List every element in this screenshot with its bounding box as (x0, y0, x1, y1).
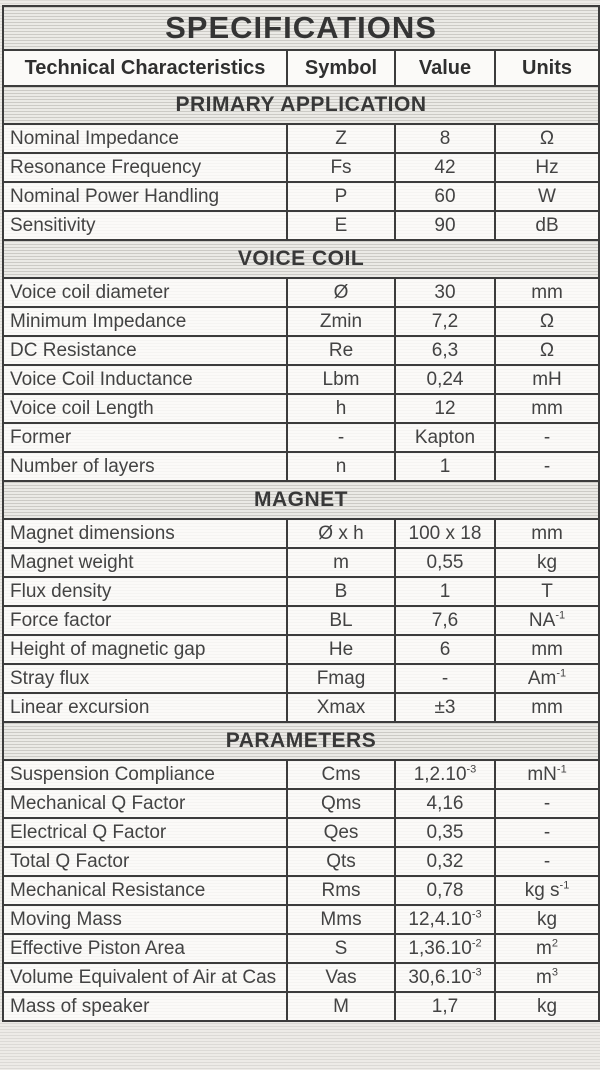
table-row (3, 548, 599, 577)
label-cell: Volume Equivalent of Air at Cas (3, 963, 287, 992)
symbol-cell: Cms (287, 760, 395, 789)
label-cell: Force factor (3, 606, 287, 635)
value-cell: ±3 (395, 693, 495, 722)
symbol-cell: E (287, 211, 395, 240)
column-header-row (3, 50, 599, 86)
value-cell: $1,2.10^{-3}$ (395, 760, 495, 789)
label-cell: Nominal Power Handling (3, 182, 287, 211)
table-row (3, 934, 599, 963)
units-cell: - (495, 818, 599, 847)
table-row (3, 992, 599, 1021)
units-cell: kg $s^{-1}$ (495, 876, 599, 905)
units-cell: Ω (495, 124, 599, 153)
label-cell: Suspension Compliance (3, 760, 287, 789)
table-row (3, 905, 599, 934)
table-row (3, 963, 599, 992)
units-cell: - (495, 789, 599, 818)
units-cell: $m^2$ (495, 934, 599, 963)
units-cell: mm (495, 519, 599, 548)
units-cell: $NA^{-1}$ (495, 606, 599, 635)
label-cell: Mass of speaker (3, 992, 287, 1021)
units-cell: W (495, 182, 599, 211)
value-cell: 4,16 (395, 789, 495, 818)
symbol-cell: Mms (287, 905, 395, 934)
units-cell: T (495, 577, 599, 606)
column-header-value: Value (395, 50, 495, 86)
symbol-cell: Fmag (287, 664, 395, 693)
value-cell: 7,2 (395, 307, 495, 336)
table-row (3, 818, 599, 847)
value-cell: 60 (395, 182, 495, 211)
label-cell: Stray flux (3, 664, 287, 693)
table-row (3, 394, 599, 423)
units-cell: $m^3$ (495, 963, 599, 992)
label-cell: Mechanical Resistance (3, 876, 287, 905)
symbol-cell: BL (287, 606, 395, 635)
symbol-cell: Qms (287, 789, 395, 818)
symbol-cell: Xmax (287, 693, 395, 722)
units-cell: - (495, 847, 599, 876)
label-cell: Moving Mass (3, 905, 287, 934)
value-cell: $12,4.10^{-3}$ (395, 905, 495, 934)
symbol-cell: Ø x h (287, 519, 395, 548)
value-cell: $30,6.10^{-3}$ (395, 963, 495, 992)
units-cell: mm (495, 635, 599, 664)
units-cell: dB (495, 211, 599, 240)
label-cell: Mechanical Q Factor (3, 789, 287, 818)
table-row (3, 635, 599, 664)
value-cell: 0,55 (395, 548, 495, 577)
table-row (3, 278, 599, 307)
value-cell: 1 (395, 452, 495, 481)
table-row (3, 211, 599, 240)
section-header: PRIMARY APPLICATION (3, 86, 599, 124)
value-cell: 90 (395, 211, 495, 240)
table-row (3, 577, 599, 606)
symbol-cell: P (287, 182, 395, 211)
section-band-row (3, 86, 599, 124)
value-cell: 42 (395, 153, 495, 182)
units-cell: - (495, 452, 599, 481)
label-cell: Electrical Q Factor (3, 818, 287, 847)
table-row (3, 664, 599, 693)
value-cell: 7,6 (395, 606, 495, 635)
symbol-cell: m (287, 548, 395, 577)
units-cell: kg (495, 905, 599, 934)
units-cell: - (495, 423, 599, 452)
units-cell: Ω (495, 336, 599, 365)
table-row (3, 606, 599, 635)
section-header: PARAMETERS (3, 722, 599, 760)
units-cell: Ω (495, 307, 599, 336)
units-cell: Hz (495, 153, 599, 182)
symbol-cell: Zmin (287, 307, 395, 336)
value-cell: 12 (395, 394, 495, 423)
symbol-cell: Ø (287, 278, 395, 307)
table-row (3, 876, 599, 905)
symbol-cell: n (287, 452, 395, 481)
symbol-cell: He (287, 635, 395, 664)
table-row (3, 153, 599, 182)
value-cell: Kapton (395, 423, 495, 452)
value-cell: 0,78 (395, 876, 495, 905)
symbol-cell: Lbm (287, 365, 395, 394)
section-band-row (3, 240, 599, 278)
table-row (3, 307, 599, 336)
label-cell: Height of magnetic gap (3, 635, 287, 664)
value-cell: - (395, 664, 495, 693)
symbol-cell: Qes (287, 818, 395, 847)
title-row (3, 6, 599, 50)
units-cell: mm (495, 693, 599, 722)
value-cell: 0,32 (395, 847, 495, 876)
label-cell: Magnet dimensions (3, 519, 287, 548)
symbol-cell: Rms (287, 876, 395, 905)
value-cell: 0,35 (395, 818, 495, 847)
column-header-characteristics: Technical Characteristics (3, 50, 287, 86)
label-cell: Total Q Factor (3, 847, 287, 876)
table-row (3, 336, 599, 365)
label-cell: Resonance Frequency (3, 153, 287, 182)
label-cell: Number of layers (3, 452, 287, 481)
symbol-cell: Z (287, 124, 395, 153)
symbol-cell: S (287, 934, 395, 963)
units-cell: mm (495, 278, 599, 307)
value-cell: 8 (395, 124, 495, 153)
value-cell: 6,3 (395, 336, 495, 365)
label-cell: DC Resistance (3, 336, 287, 365)
units-cell: mH (495, 365, 599, 394)
table-row (3, 124, 599, 153)
units-cell: $mN^{-1}$ (495, 760, 599, 789)
symbol-cell: M (287, 992, 395, 1021)
table-row (3, 693, 599, 722)
units-cell: mm (495, 394, 599, 423)
label-cell: Voice coil diameter (3, 278, 287, 307)
units-cell: kg (495, 992, 599, 1021)
table-row (3, 182, 599, 211)
column-header-units: Units (495, 50, 599, 86)
label-cell: Sensitivity (3, 211, 287, 240)
value-cell: 30 (395, 278, 495, 307)
value-cell: $1,36.10^{-2}$ (395, 934, 495, 963)
symbol-cell: Re (287, 336, 395, 365)
label-cell: Linear excursion (3, 693, 287, 722)
label-cell: Voice coil Length (3, 394, 287, 423)
table-row (3, 519, 599, 548)
symbol-cell: h (287, 394, 395, 423)
symbol-cell: Qts (287, 847, 395, 876)
table-row (3, 760, 599, 789)
specifications-table (2, 5, 600, 1022)
units-cell: $Am^{-1}$ (495, 664, 599, 693)
section-header: MAGNET (3, 481, 599, 519)
table-row (3, 423, 599, 452)
table-row (3, 789, 599, 818)
section-header: VOICE COIL (3, 240, 599, 278)
label-cell: Voice Coil Inductance (3, 365, 287, 394)
label-cell: Magnet weight (3, 548, 287, 577)
table-row (3, 365, 599, 394)
label-cell: Flux density (3, 577, 287, 606)
label-cell: Nominal Impedance (3, 124, 287, 153)
value-cell: 6 (395, 635, 495, 664)
table-row (3, 452, 599, 481)
symbol-cell: Fs (287, 153, 395, 182)
value-cell: 0,24 (395, 365, 495, 394)
column-header-symbol: Symbol (287, 50, 395, 86)
value-cell: 100 x 18 (395, 519, 495, 548)
value-cell: 1,7 (395, 992, 495, 1021)
symbol-cell: B (287, 577, 395, 606)
symbol-cell: - (287, 423, 395, 452)
label-cell: Minimum Impedance (3, 307, 287, 336)
units-cell: kg (495, 548, 599, 577)
value-cell: 1 (395, 577, 495, 606)
label-cell: Former (3, 423, 287, 452)
label-cell: Effective Piston Area (3, 934, 287, 963)
symbol-cell: Vas (287, 963, 395, 992)
section-band-row (3, 481, 599, 519)
table-row (3, 847, 599, 876)
section-band-row (3, 722, 599, 760)
page-title: SPECIFICATIONS (3, 6, 599, 50)
